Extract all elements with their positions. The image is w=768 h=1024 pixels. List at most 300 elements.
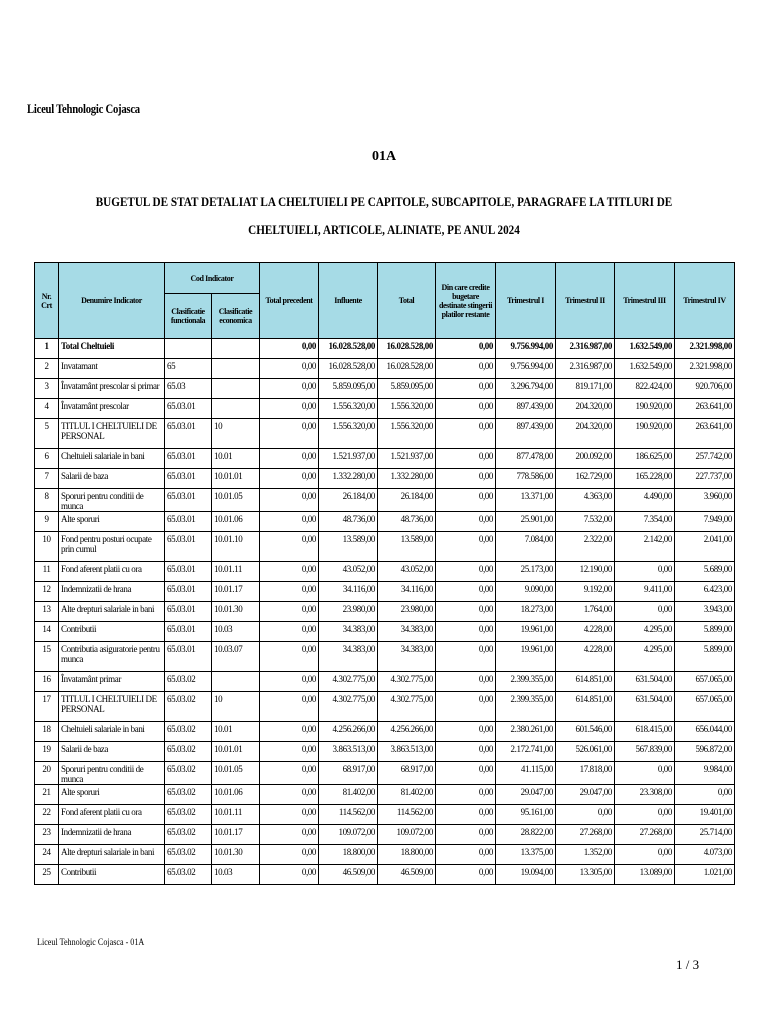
- cell-nr: 1: [35, 339, 59, 359]
- cell-total: 43.052,00: [378, 562, 436, 582]
- cell-t1: 28.822,00: [496, 825, 556, 845]
- cell-total: 34.383,00: [378, 642, 436, 672]
- cell-t4: 657.065,00: [675, 672, 735, 692]
- cell-name: Cheltuieli salariale in bani: [59, 449, 165, 469]
- cell-total: 26.184,00: [378, 489, 436, 512]
- cell-name: Alte sporuri: [59, 785, 165, 805]
- table-row: [35, 512, 735, 532]
- cell-nr: 24: [35, 845, 59, 865]
- cell-func: 65.03.01: [165, 582, 212, 602]
- cell-total: 23.980,00: [378, 602, 436, 622]
- cell-infl: 68.917,00: [319, 762, 378, 785]
- cell-name: Alte sporuri: [59, 512, 165, 532]
- cell-t4: 1.021,00: [675, 865, 735, 885]
- cell-econ: [212, 379, 260, 399]
- cell-cred: 0,00: [436, 785, 496, 805]
- table-row: [35, 642, 735, 672]
- cell-t4: 4.073,00: [675, 845, 735, 865]
- table-row: [35, 672, 735, 692]
- cell-total: 109.072,00: [378, 825, 436, 845]
- cell-t3: 27.268,00: [615, 825, 675, 845]
- cell-name: Contributii: [59, 622, 165, 642]
- cell-total: 1.556.320,00: [378, 419, 436, 449]
- cell-t1: 3.296.794,00: [496, 379, 556, 399]
- cell-infl: 81.402,00: [319, 785, 378, 805]
- cell-econ: 10.01.05: [212, 762, 260, 785]
- cell-t4: 257.742,00: [675, 449, 735, 469]
- cell-name: TITLUL I CHELTUIELI DE PERSONAL: [59, 692, 165, 722]
- cell-t2: 9.192,00: [556, 582, 615, 602]
- cell-total: 16.028.528,00: [378, 359, 436, 379]
- cell-t1: 897.439,00: [496, 419, 556, 449]
- cell-cred: 0,00: [436, 379, 496, 399]
- cell-cred: 0,00: [436, 339, 496, 359]
- cell-prev: 0,00: [260, 622, 319, 642]
- cell-func: 65.03.01: [165, 449, 212, 469]
- cell-name: Indemnizatii de hrana: [59, 825, 165, 845]
- cell-econ: 10.01.01: [212, 742, 260, 762]
- table-row: [35, 449, 735, 469]
- cell-t1: 18.273,00: [496, 602, 556, 622]
- cell-cred: 0,00: [436, 722, 496, 742]
- cell-infl: 26.184,00: [319, 489, 378, 512]
- cell-nr: 21: [35, 785, 59, 805]
- header-trim4: Trimestrul IV: [675, 263, 735, 339]
- cell-t3: 567.839,00: [615, 742, 675, 762]
- cell-econ: 10.01.06: [212, 785, 260, 805]
- cell-total: 3.863.513,00: [378, 742, 436, 762]
- cell-cred: 0,00: [436, 692, 496, 722]
- cell-nr: 18: [35, 722, 59, 742]
- cell-func: 65.03.02: [165, 865, 212, 885]
- cell-name: Contributia asiguratorie pentru munca: [59, 642, 165, 672]
- cell-t4: 5.689,00: [675, 562, 735, 582]
- table-row: [35, 742, 735, 762]
- table-row: [35, 419, 735, 449]
- cell-infl: 4.302.775,00: [319, 692, 378, 722]
- budget-table: [34, 262, 735, 885]
- cell-cred: 0,00: [436, 642, 496, 672]
- cell-econ: 10.01.01: [212, 469, 260, 489]
- cell-econ: 10.01.30: [212, 602, 260, 622]
- cell-t4: 9.984,00: [675, 762, 735, 785]
- cell-t2: 4.363,00: [556, 489, 615, 512]
- cell-t1: 29.047,00: [496, 785, 556, 805]
- cell-name: Fond aferent platii cu ora: [59, 562, 165, 582]
- cell-total: 1.556.320,00: [378, 399, 436, 419]
- cell-nr: 13: [35, 602, 59, 622]
- cell-prev: 0,00: [260, 825, 319, 845]
- cell-t3: 190.920,00: [615, 399, 675, 419]
- cell-func: 65.03.01: [165, 562, 212, 582]
- cell-t4: 19.401,00: [675, 805, 735, 825]
- cell-nr: 3: [35, 379, 59, 399]
- cell-econ: [212, 399, 260, 419]
- cell-nr: 16: [35, 672, 59, 692]
- cell-func: [165, 339, 212, 359]
- header-trim1: Trimestrul I: [496, 263, 556, 339]
- cell-name: Învatamânt prescolar si primar: [59, 379, 165, 399]
- cell-t1: 9.756.994,00: [496, 339, 556, 359]
- cell-infl: 18.800,00: [319, 845, 378, 865]
- page-number: 1 / 3: [676, 957, 700, 972]
- cell-func: 65.03: [165, 379, 212, 399]
- cell-econ: 10.01: [212, 449, 260, 469]
- cell-econ: 10.01: [212, 722, 260, 742]
- cell-t2: 13.305,00: [556, 865, 615, 885]
- table-row: [35, 762, 735, 785]
- table-header: [35, 263, 735, 339]
- cell-t3: 4.295,00: [615, 622, 675, 642]
- cell-t3: 822.424,00: [615, 379, 675, 399]
- cell-t4: 7.949,00: [675, 512, 735, 532]
- cell-nr: 4: [35, 399, 59, 419]
- cell-func: 65.03.01: [165, 489, 212, 512]
- cell-t3: 631.504,00: [615, 692, 675, 722]
- cell-t3: 0,00: [615, 762, 675, 785]
- cell-t3: 23.308,00: [615, 785, 675, 805]
- cell-t4: 0,00: [675, 785, 735, 805]
- cell-total: 4.302.775,00: [378, 692, 436, 722]
- cell-total: 4.302.775,00: [378, 672, 436, 692]
- cell-name: Învatamânt prescolar: [59, 399, 165, 419]
- cell-t4: 656.044,00: [675, 722, 735, 742]
- table-row: [35, 339, 735, 359]
- cell-infl: 43.052,00: [319, 562, 378, 582]
- cell-cred: 0,00: [436, 742, 496, 762]
- cell-t3: 4.490,00: [615, 489, 675, 512]
- cell-func: 65.03.01: [165, 512, 212, 532]
- cell-t3: 0,00: [615, 845, 675, 865]
- cell-prev: 0,00: [260, 339, 319, 359]
- cell-nr: 22: [35, 805, 59, 825]
- cell-prev: 0,00: [260, 359, 319, 379]
- footer-text: Liceul Tehnologic Cojasca - 01A: [37, 937, 145, 947]
- cell-func: 65.03.02: [165, 762, 212, 785]
- cell-nr: 6: [35, 449, 59, 469]
- cell-name: Învatamânt primar: [59, 672, 165, 692]
- cell-cred: 0,00: [436, 359, 496, 379]
- cell-nr: 25: [35, 865, 59, 885]
- cell-nr: 14: [35, 622, 59, 642]
- table-row: [35, 785, 735, 805]
- cell-func: 65.03.02: [165, 805, 212, 825]
- cell-total: 1.332.280,00: [378, 469, 436, 489]
- cell-t2: 2.322,00: [556, 532, 615, 562]
- cell-t2: 162.729,00: [556, 469, 615, 489]
- cell-total: 34.116,00: [378, 582, 436, 602]
- table-row: [35, 399, 735, 419]
- cell-total: 13.589,00: [378, 532, 436, 562]
- cell-func: 65.03.01: [165, 622, 212, 642]
- cell-econ: 10.01.10: [212, 532, 260, 562]
- cell-prev: 0,00: [260, 419, 319, 449]
- cell-nr: 10: [35, 532, 59, 562]
- cell-infl: 109.072,00: [319, 825, 378, 845]
- cell-func: 65.03.01: [165, 469, 212, 489]
- table-row: [35, 622, 735, 642]
- cell-func: 65.03.01: [165, 602, 212, 622]
- cell-t4: 263.641,00: [675, 399, 735, 419]
- cell-total: 48.736,00: [378, 512, 436, 532]
- cell-t2: 12.190,00: [556, 562, 615, 582]
- cell-cred: 0,00: [436, 602, 496, 622]
- cell-func: 65: [165, 359, 212, 379]
- cell-t3: 0,00: [615, 602, 675, 622]
- cell-t2: 204.320,00: [556, 399, 615, 419]
- cell-infl: 34.383,00: [319, 642, 378, 672]
- cell-cred: 0,00: [436, 582, 496, 602]
- cell-total: 4.256.266,00: [378, 722, 436, 742]
- document-code: 01A: [371, 149, 397, 164]
- cell-cred: 0,00: [436, 562, 496, 582]
- cell-func: 65.03.02: [165, 785, 212, 805]
- cell-nr: 17: [35, 692, 59, 722]
- header-cod-indicator: Cod Indicator: [165, 263, 260, 294]
- cell-name: Salarii de baza: [59, 742, 165, 762]
- cell-econ: 10.01.06: [212, 512, 260, 532]
- cell-t2: 526.061,00: [556, 742, 615, 762]
- cell-total: 16.028.528,00: [378, 339, 436, 359]
- cell-econ: 10.01.05: [212, 489, 260, 512]
- cell-t3: 7.354,00: [615, 512, 675, 532]
- header-credite: Din care credite bugetare destinate stingerii platilor restante: [436, 263, 496, 339]
- table-row: [35, 582, 735, 602]
- table-row: [35, 379, 735, 399]
- cell-nr: 19: [35, 742, 59, 762]
- cell-name: Cheltuieli salariale in bani: [59, 722, 165, 742]
- cell-t1: 9.756.994,00: [496, 359, 556, 379]
- cell-t1: 897.439,00: [496, 399, 556, 419]
- cell-cred: 0,00: [436, 672, 496, 692]
- cell-t2: 1.352,00: [556, 845, 615, 865]
- cell-prev: 0,00: [260, 602, 319, 622]
- cell-infl: 5.859.095,00: [319, 379, 378, 399]
- cell-t3: 190.920,00: [615, 419, 675, 449]
- cell-cred: 0,00: [436, 449, 496, 469]
- cell-infl: 34.116,00: [319, 582, 378, 602]
- cell-infl: 4.256.266,00: [319, 722, 378, 742]
- cell-t2: 0,00: [556, 805, 615, 825]
- cell-name: Indemnizatii de hrana: [59, 582, 165, 602]
- cell-t1: 19.094,00: [496, 865, 556, 885]
- cell-prev: 0,00: [260, 805, 319, 825]
- cell-infl: 23.980,00: [319, 602, 378, 622]
- cell-t3: 618.415,00: [615, 722, 675, 742]
- cell-infl: 46.509,00: [319, 865, 378, 885]
- cell-econ: 10.03: [212, 622, 260, 642]
- cell-t3: 9.411,00: [615, 582, 675, 602]
- table-row: [35, 359, 735, 379]
- cell-t4: 3.943,00: [675, 602, 735, 622]
- cell-prev: 0,00: [260, 785, 319, 805]
- cell-name: Fond aferent platii cu ora: [59, 805, 165, 825]
- institution-name: Liceul Tehnologic Cojasca: [27, 101, 140, 116]
- cell-t1: 19.961,00: [496, 622, 556, 642]
- cell-cred: 0,00: [436, 419, 496, 449]
- cell-cred: 0,00: [436, 762, 496, 785]
- cell-t2: 819.171,00: [556, 379, 615, 399]
- cell-t4: 263.641,00: [675, 419, 735, 449]
- cell-t2: 29.047,00: [556, 785, 615, 805]
- cell-name: Contributii: [59, 865, 165, 885]
- header-influente: Influente: [319, 263, 378, 339]
- cell-nr: 15: [35, 642, 59, 672]
- cell-t3: 0,00: [615, 805, 675, 825]
- cell-prev: 0,00: [260, 379, 319, 399]
- cell-econ: 10.01.17: [212, 825, 260, 845]
- cell-nr: 5: [35, 419, 59, 449]
- cell-total: 5.859.095,00: [378, 379, 436, 399]
- cell-infl: 1.556.320,00: [319, 419, 378, 449]
- table-row: [35, 865, 735, 885]
- header-clasif-economica: Clasificatie economica: [212, 294, 260, 339]
- cell-func: 65.03.02: [165, 845, 212, 865]
- cell-infl: 1.556.320,00: [319, 399, 378, 419]
- cell-prev: 0,00: [260, 399, 319, 419]
- cell-infl: 16.028.528,00: [319, 339, 378, 359]
- cell-t1: 25.173,00: [496, 562, 556, 582]
- cell-total: 114.562,00: [378, 805, 436, 825]
- cell-t4: 2.041,00: [675, 532, 735, 562]
- cell-t3: 1.632.549,00: [615, 339, 675, 359]
- cell-t1: 877.478,00: [496, 449, 556, 469]
- cell-econ: 10.03: [212, 865, 260, 885]
- cell-total: 1.521.937,00: [378, 449, 436, 469]
- cell-t1: 41.115,00: [496, 762, 556, 785]
- cell-name: TITLUL I CHELTUIELI DE PERSONAL: [59, 419, 165, 449]
- cell-prev: 0,00: [260, 469, 319, 489]
- cell-cred: 0,00: [436, 512, 496, 532]
- header-total: Total: [378, 263, 436, 339]
- cell-t4: 657.065,00: [675, 692, 735, 722]
- cell-cred: 0,00: [436, 825, 496, 845]
- cell-t3: 13.089,00: [615, 865, 675, 885]
- cell-nr: 7: [35, 469, 59, 489]
- cell-func: 65.03.02: [165, 742, 212, 762]
- cell-econ: 10.01.11: [212, 562, 260, 582]
- cell-cred: 0,00: [436, 865, 496, 885]
- cell-func: 65.03.02: [165, 722, 212, 742]
- cell-func: 65.03.01: [165, 399, 212, 419]
- cell-infl: 16.028.528,00: [319, 359, 378, 379]
- cell-cred: 0,00: [436, 532, 496, 562]
- cell-nr: 9: [35, 512, 59, 532]
- cell-t2: 204.320,00: [556, 419, 615, 449]
- cell-econ: 10.01.17: [212, 582, 260, 602]
- document-title: BUGETUL DE STAT DETALIAT LA CHELTUIELI PE CAPITOLE, SUBCAPITOLE, PARAGRAFE LA TITLURI DE CHELTUIELI, ARTICOLE, ALINIATE, PE ANUL 2024: [95, 194, 673, 237]
- cell-t1: 19.961,00: [496, 642, 556, 672]
- cell-total: 18.800,00: [378, 845, 436, 865]
- cell-t4: 3.960,00: [675, 489, 735, 512]
- cell-t3: 4.295,00: [615, 642, 675, 672]
- cell-prev: 0,00: [260, 489, 319, 512]
- table-row: [35, 722, 735, 742]
- cell-t2: 4.228,00: [556, 642, 615, 672]
- cell-t4: 25.714,00: [675, 825, 735, 845]
- table-row: [35, 469, 735, 489]
- cell-nr: 8: [35, 489, 59, 512]
- cell-infl: 1.521.937,00: [319, 449, 378, 469]
- cell-cred: 0,00: [436, 622, 496, 642]
- cell-name: Fond pentru posturi ocupate prin cumul: [59, 532, 165, 562]
- cell-func: 65.03.02: [165, 672, 212, 692]
- cell-infl: 48.736,00: [319, 512, 378, 532]
- header-trim2: Trimestrul II: [556, 263, 615, 339]
- cell-t2: 17.818,00: [556, 762, 615, 785]
- cell-t4: 227.737,00: [675, 469, 735, 489]
- cell-t4: 5.899,00: [675, 642, 735, 672]
- cell-t2: 614.851,00: [556, 692, 615, 722]
- cell-t1: 9.090,00: [496, 582, 556, 602]
- cell-prev: 0,00: [260, 865, 319, 885]
- cell-func: 65.03.02: [165, 692, 212, 722]
- cell-prev: 0,00: [260, 449, 319, 469]
- cell-name: Alte drepturi salariale in bani: [59, 845, 165, 865]
- cell-nr: 20: [35, 762, 59, 785]
- cell-t3: 186.625,00: [615, 449, 675, 469]
- cell-nr: 23: [35, 825, 59, 845]
- table-row: [35, 845, 735, 865]
- cell-t1: 25.901,00: [496, 512, 556, 532]
- cell-prev: 0,00: [260, 722, 319, 742]
- cell-total: 46.509,00: [378, 865, 436, 885]
- header-total-precedent: Total precedent: [260, 263, 319, 339]
- cell-cred: 0,00: [436, 489, 496, 512]
- cell-t4: 5.899,00: [675, 622, 735, 642]
- cell-econ: [212, 672, 260, 692]
- cell-total: 68.917,00: [378, 762, 436, 785]
- cell-prev: 0,00: [260, 512, 319, 532]
- cell-name: Alte drepturi salariale in bani: [59, 602, 165, 622]
- table-row: [35, 692, 735, 722]
- table-row: [35, 532, 735, 562]
- cell-t2: 4.228,00: [556, 622, 615, 642]
- cell-econ: [212, 339, 260, 359]
- cell-t3: 165.228,00: [615, 469, 675, 489]
- cell-cred: 0,00: [436, 399, 496, 419]
- table-row: [35, 602, 735, 622]
- cell-infl: 1.332.280,00: [319, 469, 378, 489]
- cell-t3: 631.504,00: [615, 672, 675, 692]
- header-clasif-functionala: Clasificatie functionala: [165, 294, 212, 339]
- cell-t2: 1.764,00: [556, 602, 615, 622]
- cell-t4: 920.706,00: [675, 379, 735, 399]
- cell-t4: 2.321.998,00: [675, 339, 735, 359]
- table-row: [35, 562, 735, 582]
- cell-econ: 10.01.11: [212, 805, 260, 825]
- cell-infl: 13.589,00: [319, 532, 378, 562]
- cell-t3: 2.142,00: [615, 532, 675, 562]
- cell-prev: 0,00: [260, 532, 319, 562]
- cell-t2: 7.532,00: [556, 512, 615, 532]
- cell-t2: 614.851,00: [556, 672, 615, 692]
- cell-econ: [212, 359, 260, 379]
- cell-t2: 27.268,00: [556, 825, 615, 845]
- header-trim3: Trimestrul III: [615, 263, 675, 339]
- table-row: [35, 825, 735, 845]
- cell-t2: 2.316.987,00: [556, 339, 615, 359]
- cell-t4: 2.321.998,00: [675, 359, 735, 379]
- cell-t4: 596.872,00: [675, 742, 735, 762]
- cell-name: Total Cheltuieli: [59, 339, 165, 359]
- cell-t1: 13.371,00: [496, 489, 556, 512]
- cell-prev: 0,00: [260, 672, 319, 692]
- cell-cred: 0,00: [436, 469, 496, 489]
- cell-t4: 6.423,00: [675, 582, 735, 602]
- cell-t2: 2.316.987,00: [556, 359, 615, 379]
- table-row: [35, 489, 735, 512]
